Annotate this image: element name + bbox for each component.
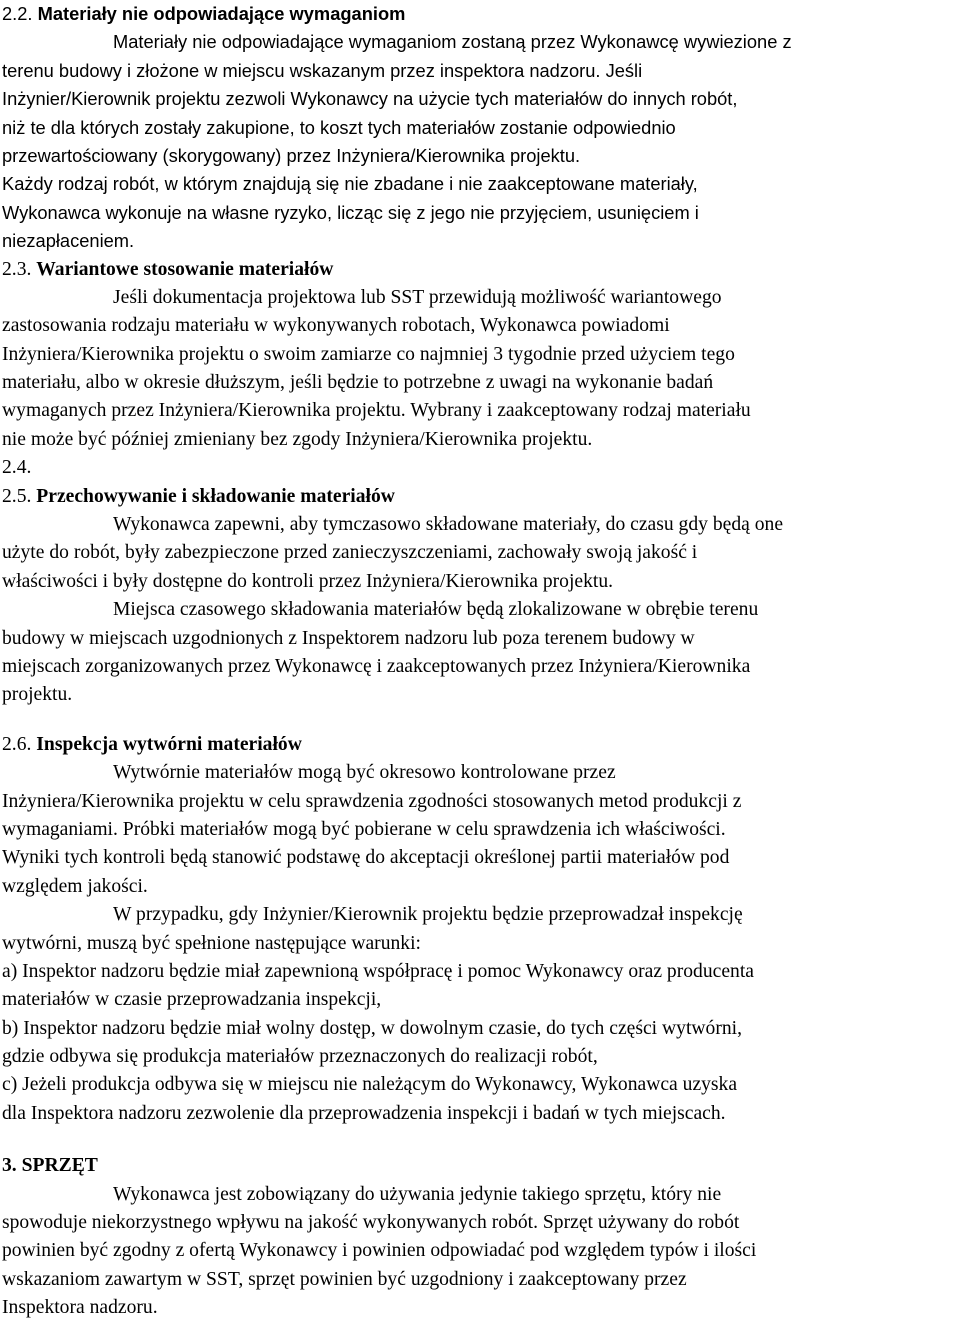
section-heading-3 [2, 1152, 958, 1180]
paragraph-line: materiału, albo w okresie dłuższym, jeśli będzie to potrzebne z uwagi na wykonanie badań [2, 372, 714, 394]
paragraph-line: spowoduje niekorzystnego wpływu na jakość wykonywanych robót. Sprzęt używany do robót [2, 1212, 740, 1234]
paragraph-line: niezapłaceniem. [2, 230, 135, 252]
paragraph-line: dla Inspektora nadzoru zezwolenie dla przeprowadzenia inspekcji i badań w tych miejscach. [2, 1102, 726, 1124]
paragraph-line: Jeśli dokumentacja projektowa lub SST przewidują możliwość wariantowego [113, 286, 722, 308]
section-heading-2-2 [2, 0, 958, 28]
paragraph-line: Wykonawca jest zobowiązany do używania jedynie takiego sprzętu, który nie [113, 1183, 722, 1205]
paragraph-line: budowy w miejscach uzgodnionych z Inspektorem nadzoru lub poza terenem budowy w [2, 627, 695, 649]
section-number: 2.3. [2, 258, 32, 280]
paragraph-line: względem jakości. [2, 875, 148, 897]
paragraph-line: Miejsca czasowego składowania materiałów będą zlokalizowane w obrębie terenu [113, 599, 759, 621]
paragraph-line: Każdy rodzaj robót, w którym znajdują się nie zbadane i nie zaakceptowane materiały, [2, 173, 698, 195]
paragraph-line: Wytwórnie materiałów mogą być okresowo kontrolowane przez [113, 762, 616, 784]
section-number: 3. [2, 1155, 17, 1177]
section-number: 2.6. [2, 733, 32, 755]
section-title: SPRZĘT [21, 1155, 98, 1177]
paragraph-line: terenu budowy i złożone w miejscu wskazanym przez inspektora nadzoru. Jeśli [2, 59, 643, 81]
section-heading-2-6 [2, 731, 958, 759]
paragraph-line: gdzie odbywa się produkcja materiałów przeznaczonych do realizacji robót, [2, 1046, 598, 1068]
paragraph-line: wytwórni, muszą być spełnione następujące warunki: [2, 932, 421, 954]
paragraph-line: Wykonawca wykonuje na własne ryzyko, licząc się z jego nie przyjęciem, usunięciem i [2, 201, 699, 223]
paragraph-line: nie może być później zmieniany bez zgody Inżyniera/Kierownika projektu. [2, 428, 593, 450]
section-title: Inspekcja wytwórni materiałów [36, 733, 302, 755]
section-number: 2.2. [2, 3, 33, 24]
paragraph-line: właściwości i były dostępne do kontroli przez Inżyniera/Kierownika projektu. [2, 570, 614, 592]
paragraph-line: wskazaniom zawartym w SST, sprzęt powinien być uzgodniony i zaakceptowany przez [2, 1268, 687, 1290]
paragraph-line: projektu. [2, 684, 73, 706]
spacer [2, 1128, 958, 1152]
section-number: 2.5. [2, 485, 32, 507]
spacer [2, 710, 958, 731]
section-title: Wariantowe stosowanie materiałów [36, 258, 334, 280]
section-title: Przechowywanie i składowanie materiałów [36, 485, 395, 507]
paragraph-line: Inżyniera/Kierownika projektu o swoim zamiarze co najmniej 3 tygodnie przed użyciem tego [2, 343, 735, 365]
paragraph-line: powinien być zgodny z ofertą Wykonawcy i powinien odpowiadać pod względem typów i ilości [2, 1240, 757, 1262]
list-item: c) Jeżeli produkcja odbywa się w miejscu nie należącym do Wykonawcy, Wykonawca uzyska [2, 1074, 738, 1096]
paragraph-line: przewartościowany (skorygowany) przez Inżyniera/Kierownika projektu. [2, 144, 581, 166]
section-heading-2-5 [2, 483, 958, 511]
section-heading-2-3 [2, 256, 958, 284]
list-item: a) Inspektor nadzoru będzie miał zapewnioną współpracę i pomoc Wykonawcy oraz producenta [2, 960, 754, 982]
section-heading-2-4: 2.4. [2, 457, 32, 479]
paragraph-line: użyte do robót, były zabezpieczone przed zanieczyszczeniami, zachowały swoją jakość i [2, 542, 698, 564]
paragraph-line: Wykonawca zapewni, aby tymczasowo składowane materiały, do czasu gdy będą one [113, 514, 784, 536]
paragraph-line: zastosowania rodzaju materiału w wykonywanych robotach, Wykonawca powiadomi [2, 315, 670, 337]
paragraph-line: wymaganych przez Inżyniera/Kierownika projektu. Wybrany i zaakceptowany rodzaj materiału [2, 400, 751, 422]
section-title: Materiały nie odpowiadające wymaganiom [37, 3, 406, 24]
paragraph-line: miejscach zorganizowanych przez Wykonawcę i zaakceptowanych przez Inżyniera/Kierownika [2, 655, 751, 677]
paragraph-line: Wyniki tych kontroli będą stanowić podstawę do akceptacji określonej partii materiałów pod [2, 847, 730, 869]
paragraph-line: Inspektora nadzoru. [2, 1297, 158, 1319]
paragraph-line: materiałów w czasie przeprowadzania inspekcji, [2, 989, 382, 1011]
list-item: b) Inspektor nadzoru będzie miał wolny dostęp, w dowolnym czasie, do tych części wytwórni, [2, 1017, 743, 1039]
paragraph-line: W przypadku, gdy Inżynier/Kierownik projektu będzie przeprowadzał inspekcję [113, 904, 743, 926]
paragraph-line: Inżyniera/Kierownika projektu w celu sprawdzenia zgodności stosowanych metod produkcji z [2, 790, 742, 812]
paragraph-line: niż te dla których zostały zakupione, to koszt tych materiałów zostanie odpowiednio [2, 116, 676, 138]
paragraph-line: Materiały nie odpowiadające wymaganiom zostaną przez Wykonawcę wywiezione z [113, 31, 792, 53]
paragraph-line: Inżynier/Kierownik projektu zezwoli Wykonawcy na użycie tych materiałów do innych robót, [2, 88, 738, 110]
paragraph-line: wymaganiami. Próbki materiałów mogą być pobierane w celu sprawdzenia ich właściwości. [2, 818, 726, 840]
